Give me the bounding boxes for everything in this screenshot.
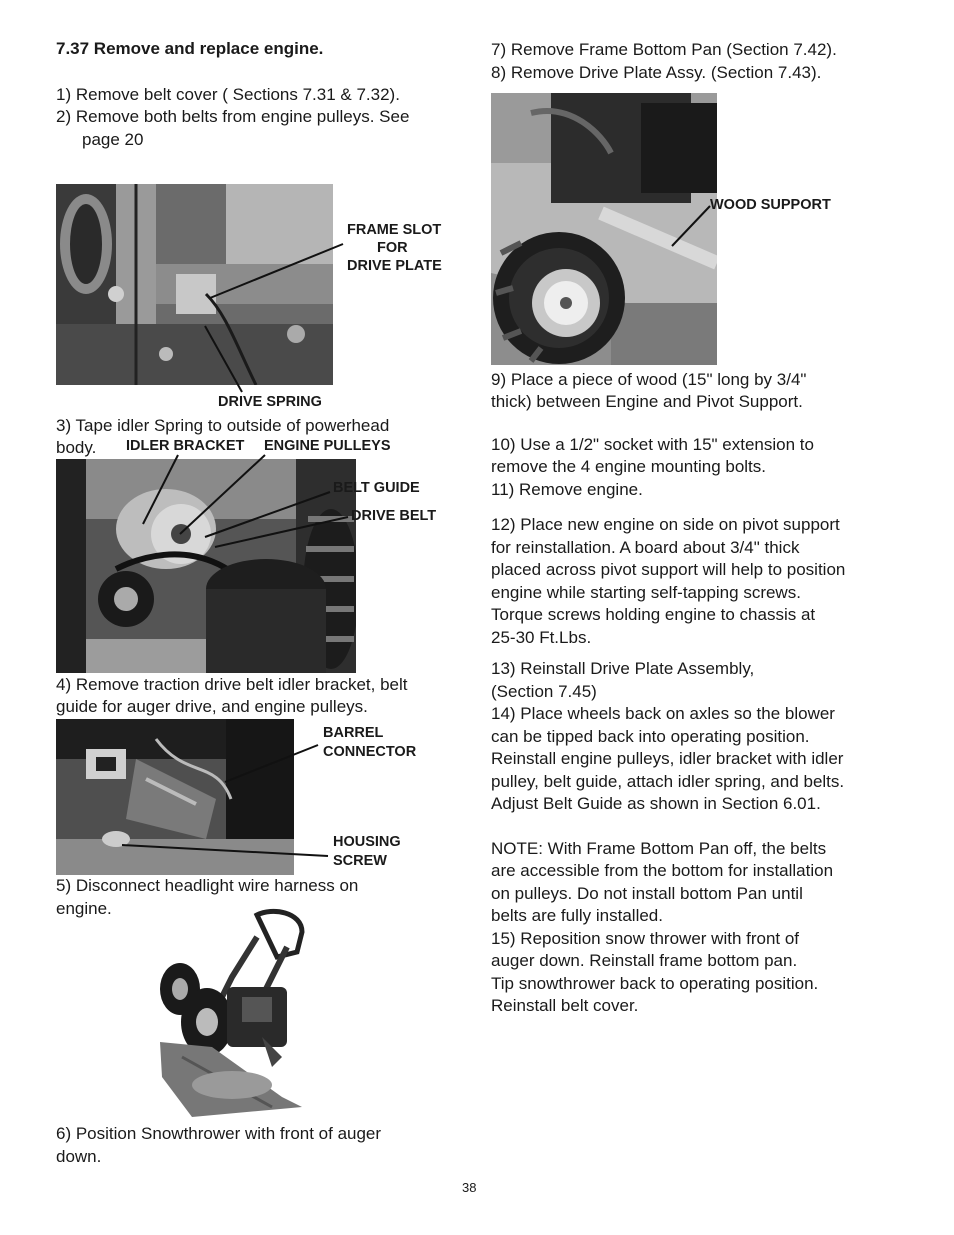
note-line-3: on pulleys. Do not install bottom Pan until: [491, 884, 803, 903]
label-barrel-1: BARREL: [323, 725, 384, 741]
step-12-line-6: 25-30 Ft.Lbs.: [491, 628, 592, 647]
step-14-line-1: 14) Place wheels back on axles so the blower: [491, 704, 835, 723]
step-12-line-1: 12) Place new engine on side on pivot support: [491, 515, 840, 534]
step-4-line-2: guide for auger drive, and engine pulleys.: [56, 697, 368, 716]
label-frame-slot-2: FOR: [377, 240, 408, 256]
label-engine-pulleys: ENGINE PULLEYS: [264, 438, 391, 454]
label-frame-slot-3: DRIVE PLATE: [347, 258, 442, 274]
step-3-line-2: body.: [56, 438, 97, 457]
step-13-line-1: 13) Reinstall Drive Plate Assembly,: [491, 659, 755, 678]
step-14-line-5: Adjust Belt Guide as shown in Section 6.01.: [491, 794, 821, 813]
step-14-line-4: pulley, belt guide, attach idler spring, and belts.: [491, 772, 845, 791]
photo-engine-pulleys: [56, 459, 356, 673]
photo-snowthrower-tipped: [152, 907, 330, 1122]
step-6-line-2: down.: [56, 1147, 102, 1166]
step-15-line-2: auger down. Reinstall frame bottom pan.: [491, 951, 798, 970]
photo-barrel-connector: [56, 719, 294, 875]
label-barrel-2: CONNECTOR: [323, 744, 417, 760]
step-12-line-4: engine while starting self-tapping screws.: [491, 583, 801, 602]
page-number: 38: [462, 1180, 477, 1195]
note-line-2: are accessible from the bottom for installation: [491, 861, 834, 880]
label-drive-belt: DRIVE BELT: [351, 508, 437, 524]
section-heading: 7.37 Remove and replace engine.: [56, 39, 324, 58]
step-15-line-4: Reinstall belt cover.: [491, 996, 639, 1015]
label-housing-1: HOUSING: [333, 834, 401, 850]
label-wood-support: WOOD SUPPORT: [710, 197, 831, 213]
step-12-line-2: for reinstallation. A board about 3/4" thick: [491, 538, 800, 557]
label-drive-spring: DRIVE SPRING: [218, 394, 322, 410]
label-idler-bracket: IDLER BRACKET: [126, 438, 245, 454]
step-9-line-1: 9) Place a piece of wood (15" long by 3/4": [491, 370, 807, 389]
step-12-line-5: Torque screws holding engine to chassis at: [491, 605, 816, 624]
photo-wood-support: [491, 93, 717, 365]
step-12-line-3: placed across pivot support will help to position: [491, 560, 846, 579]
step-14-line-2: can be tipped back into operating position.: [491, 727, 810, 746]
step-3-line-1: 3) Tape idler Spring to outside of powerhead: [56, 416, 390, 435]
step-8: 8) Remove Drive Plate Assy. (Section 7.43).: [491, 63, 822, 82]
step-14-line-3: Reinstall engine pulleys, idler bracket with idler: [491, 749, 844, 768]
step-11: 11) Remove engine.: [491, 480, 643, 499]
label-belt-guide: BELT GUIDE: [333, 480, 420, 496]
step-13-line-2: (Section 7.45): [491, 682, 597, 701]
label-frame-slot-1: FRAME SLOT: [347, 222, 442, 238]
step-7: 7) Remove Frame Bottom Pan (Section 7.42).: [491, 40, 837, 59]
step-15-line-1: 15) Reposition snow thrower with front of: [491, 929, 800, 948]
step-4-line-1: 4) Remove traction drive belt idler bracket, belt: [56, 675, 408, 694]
step-1: 1) Remove belt cover ( Sections 7.31 & 7.32).: [56, 85, 400, 104]
step-2-line-1: 2) Remove both belts from engine pulleys. See: [56, 107, 410, 126]
note-line-1: NOTE: With Frame Bottom Pan off, the belts: [491, 839, 827, 858]
photo-frame-slot: [56, 184, 333, 385]
step-5-line-2: engine.: [56, 899, 112, 918]
note-line-4: belts are fully installed.: [491, 906, 663, 925]
step-6-line-1: 6) Position Snowthrower with front of auger: [56, 1124, 382, 1143]
step-10-line-2: remove the 4 engine mounting bolts.: [491, 457, 767, 476]
step-5-line-1: 5) Disconnect headlight wire harness on: [56, 876, 359, 895]
label-housing-2: SCREW: [333, 853, 387, 869]
step-10-line-1: 10) Use a 1/2" socket with 15" extension to: [491, 435, 814, 454]
step-2-line-2: page 20: [82, 130, 144, 149]
step-9-line-2: thick) between Engine and Pivot Support.: [491, 392, 803, 411]
step-15-line-3: Tip snowthrower back to operating position.: [491, 974, 819, 993]
